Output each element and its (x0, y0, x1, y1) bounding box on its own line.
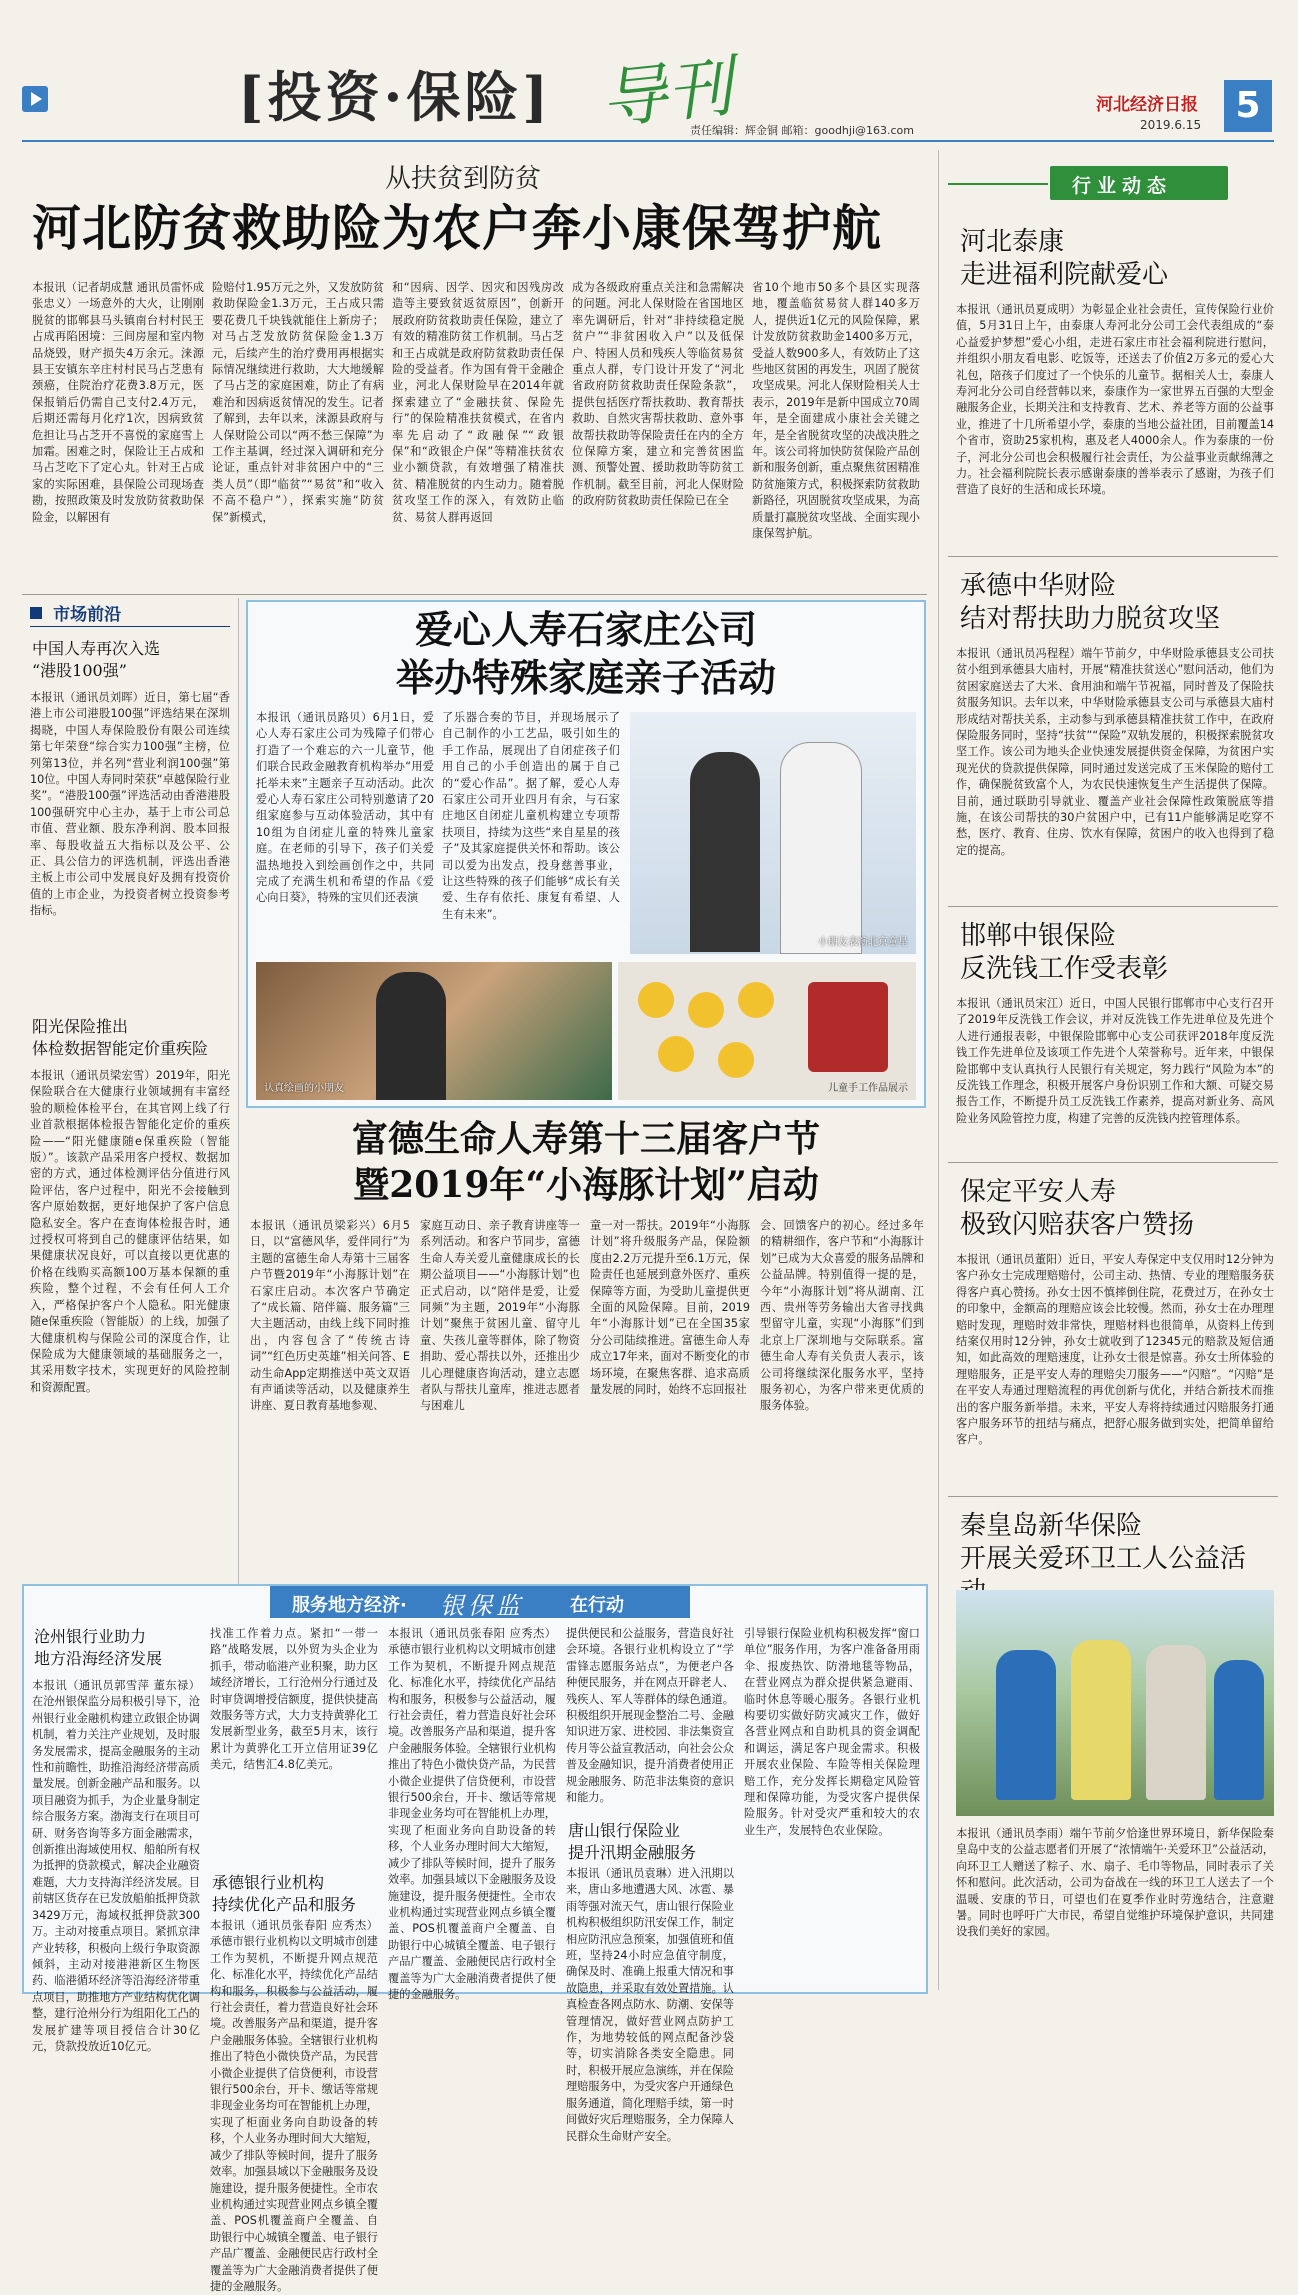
market-tag-label: 市场前沿 (53, 605, 122, 625)
industry-tag-label: 行业动态 (1072, 175, 1173, 197)
industry-3-title-line2: 反洗钱工作受表彰 (960, 954, 1169, 984)
editor-line: 责任编辑：辉金铜 邮箱：goodhji@163.com (690, 124, 914, 137)
service-col-1: 本报讯（通讯员郭雪萍 董东禄）在沧州银保监分局积极引导下，沧州银行业金融机构建立政银企协调机制，着力关注产业规划，及时服务发展需求，提高金融服务的主动性和前瞻性，助推沿海经济带高质量发展。创新金融产品和服务。以项目融资为抓手，为企业量身制定综合服务方案。渤海支行在项目可研、财务咨询等多方面金融需求，创新推出海域使用权、船舶所有权为抵押的贷款模式，解决企业融资难题，大力支持海洋经济发展。目前辖区货存在已发放船舶抵押贷款3429万元，海域权抵押贷款300万。主动对接重点项目。紧抓京津产业转移，积极向上级行争取资源倾斜，主动对接港港新区生物医药、临港循环经济等沿海经济带重点项目，助推地方产业结构优化调整，建行沧州分行为组阳化工凸的发展扩建等项目授信合计30亿元，贷款投放近10亿元。 (32, 1679, 200, 2053)
page-number: 5 (1224, 80, 1272, 132)
service-3-title-line2: 提升汛期金融服务 (568, 1843, 697, 1862)
feature2-title (246, 1116, 926, 1208)
service-1-title (34, 1626, 210, 1670)
masthead (0, 0, 1298, 150)
industry-rule-4 (948, 1496, 1278, 1497)
industry-3-title (960, 920, 1270, 986)
feature1-col-1: 本报讯（通讯员路贝）6月1日，爱心人寿石家庄公司为残障子们带心打造了一个难忘的六一儿童节，他们联合民政金融教育机构举办“用爱托举未来”主题亲子互动活动。此次爱心人寿石家庄公司特别邀请了20组家庭参与互动体验活动，其中有10组为自闭症儿童的特殊儿童家庭。在老师的引导下，孩子们关爱温热地投入到绘画创作之中，共同完成了充满生机和希望的作品《爱心向日葵》，特殊的宝贝们还表演 (256, 711, 434, 905)
market-2-title (32, 1016, 230, 1060)
service-col-2: 找准工作着力点。紧扣“一带一路”战略发展，以外贸为头企业为抓手，带动临港产业积聚，助力区域经济增长，工行沧州分行通过及时审贷调增授信额度，提供快捷高效服务等方式，大力支持黄骅化工发展新型业务，截至5月末，该行累计为黄骅化工开立信用证39亿美元，结售汇4.8亿美元。 (210, 1627, 378, 1772)
lead-bottom-rule (22, 594, 927, 595)
service-3-title (568, 1820, 738, 1864)
industry-rule-2 (948, 906, 1278, 907)
market-tag (30, 600, 121, 625)
service-banner-script: 银保监 (440, 1592, 524, 1620)
feature1-col-2: 了乐器合奏的节目，并现场展示了自己制作的小工艺品，吸引如生的手工作品，展现出了自闭症孩子们用自己的小手创造出的属于自己的“爱心作品”。据了解，爱心人寿石家庄公司开业四月有余，与石家庄地区自闭症儿童机构建立专项帮扶项目，持续为这些“来自星星的孩子”及其家庭提供关怀和帮助。该公司以爱为出发点，投身慈善事业，让这些特殊的孩子们能够“成长有关爱、生存有依托、康复有希望、人生有未来”。 (442, 711, 620, 921)
feature2-title-line2: 暨2019年“小海豚计划”启动 (353, 1164, 819, 1206)
industry-1-body: 本报讯（通讯员夏成明）为彰显企业社会责任，宣传保险行业价值，5月31日上午，由泰康人寿河北分公司工会代表组成的“泰心益爱护梦想”爱心小组，走进石家庄市社会福利院进行慰问，并组织小朋友看电影、吃饭等，还送去了价值2万多元的爱心大礼包，陪孩子们度过了一个快乐的儿童节。据相关人士，泰康人寿河北分公司自经营韩以来，泰康作为一家世界五百强的大型金融服务企业，长期关注和支持教育、艺术、养老等方面的公益事业，推进了十几所希望小学，泰康的当地公益社团，目前覆盖14个省市，资助25家机构，惠及老人4000余人。作为泰康的一份子，河北分公司也会积极履行社会责任，为公益事业贡献绵薄之力。社会福利院院长表示感谢泰康的善举表示了感谢，为孩子们营造了良好的生活和成长环境。 (956, 303, 1274, 497)
lead-title: 河北防贫救助险为农户奔小康保驾护航 (32, 199, 883, 257)
industry-5-title-line2: 开展关爱环卫工人公益活 (960, 1544, 1247, 1574)
industry-2-body: 本报讯（通讯员冯程程）端午节前夕，中华财险承德县支公司扶贫小组到承德县大庙村，开展“精准扶贫送心”慰问活动，他们为贫困家庭送去了大米、食用油和端午节祝福，同时普及了保险扶贫服务知识。去年以来，中华财险承德县支公司与承德县大庙村形成结对帮扶关系，主动参与到承德县精准扶贫工作中，在政府保险服务同时，坚持“扶贫”“保险”双轨发展的，积极探索脱贫攻坚工作。该公司为地头企业快速发展提供资金保障，为贫困户实现光伏的贷款提供保障，同时通过发送完成了玉米保险的赔付工作，确保脱贫致富个人，为农民快速恢复生产生活提供了保障。目前，通过联助引导就业、覆盖产业社会保障性政策脱底等措施，在该公司帮扶的30户贫困户中，已有11户能够满足吃穿不愁，医疗、教育、住房、饮水有保障，贫困户的收入也得到了稳定的提高。 (956, 647, 1274, 857)
feature2-title-line1: 富德生命人寿第十三届客户节 (351, 1118, 820, 1160)
feature1-photo-crafts (618, 962, 916, 1100)
service-2-title-line1: 承德银行业机构 (212, 1873, 325, 1892)
industry-tag (1050, 166, 1228, 200)
lead-col-5: 省10个地市50多个县区实现落地，覆盖临贫易贫人群140多万人，提供近1亿元的风险保障，累计发放防贫救助金1400多万元，受益人数900多人，有效防止了这些地区贫困的再发生，巩固了脱贫攻坚成果。河北人保财险相关人士表示，2019年是新中国成立70周年，是全面建成小康社会关键之年，是全省脱贫攻坚的决战决胜之年。该公司将加快防贫保险产品创新和服务创新，重点聚焦贫困精准防贫施策方式，积极探索防贫救助新路径，巩固脱贫攻坚成果，为高质量打赢脱贫攻坚战、全面实现小康保驾护航。 (752, 281, 920, 541)
service-banner-left: 服务地方经济· (292, 1595, 407, 1616)
industry-1-title-line2: 走进福利院献爱心 (960, 260, 1169, 290)
industry-3-body: 本报讯（通讯员宋江）近日，中国人民银行邯郸市中心支行召开了2019年反洗钱工作会议，并对反洗钱工作先进单位及先进个人进行通报表彰，中银保险邯郸中心支公司获评2018年度反洗钱工作先进单位及该项工作先进个人荣誉称号。近年来，中银保险邯郸中支认真执行人民银行有关规定，努力践行“风险为本”的反洗钱工作理念，积极开展客户身份识别工作和大额、可疑交易报告工作，不断提升员工反洗钱工作素养，提高对新业务、高风险业务风险管控力度，构建了完善的反洗钱内控管理体系。 (956, 997, 1274, 1125)
service-2-title (212, 1872, 382, 1916)
market-1-body: 本报讯（通讯员刘晖）近日，第七届“香港上市公司港股100强”评选结果在深圳揭晓，中国人寿保险股份有限公司连续第七年荣登“综合实力100强”主榜，位列第13位，并名列“营业利润100强”第10位。中国人寿同时荣获“卓越保险行业奖”。“港股100强”评选活动由香港港股100强研究中心主办，基于上市公司总市值、营业额、股东净利润、股本回报率、每股收益五大指标以及公平、公正、具公信力的评选机制，评选出香港主板上市公司中发展良好及拥有投资价值的上市企业，为投资者树立投资参考指标。 (30, 691, 230, 918)
market-2-body: 本报讯（通讯员梁宏雪）2019年，阳光保险联合在大健康行业领域拥有丰富经验的顺检体检平台，在其官网上线了行业首款根据体检报告智能化定价的重疾险——“阳光健康随e保重疾险（智能版）”。该款产品采用客户授权、数据加密的方式，通过体检测评估分值进行风险评估，客户过程中，阳光不会接触到客户原始数据，更好地保护了客户信息隐私安全。客户在查询体检报告时，通过授权可将到自己的健康评估结果，如果健康状况良好，可以直接以更优惠的价格在线购买高额100万基本保额的重疾险，整个过程，不会有任何人工介入，严格保护客户个人隐私。阳光健康随e保重疾险（智能版）的上线，加强了大健康机构与保险公司的深度合作，让保险成为大健康领域的基础服务之一，其采用数字技术，实现更好的风险控制和资源配置。 (30, 1069, 230, 1394)
industry-rule-3 (948, 1162, 1278, 1163)
service-col-3: 本报讯（通讯员张春阳 应秀杰）承德市银行业机构以文明城市创建工作为契机，不断提升网点规范化、标准化水平，持续优化产品结构和服务，积极参与公益活动，履行社会责任，着力营造良好社会环境。改善服务产品和渠道，提升客户金融服务体验。全辖银行业机构推出了特色小微快贷产品，为民营小微企业提供了信贷便利，市设营银行500余台，开卡、缴话等常规非现金业务均可在智能机上办理，实现了柜面业务向自助设备的转移，个人业务办理时间大大缩短，减少了排队等候时间，提升了服务效率。加强县域以下金融服务及设施建设，提升服务便捷性。全市农业机构通过实现营业网点乡镇全覆盖、POS机覆盖商户全覆盖、自助银行中心城镇全覆盖、电子银行产品广覆盖、金融便民店行政村全覆盖等为广大金融消费者提供了便捷的金融服务。 (388, 1627, 556, 2001)
service-3-title-line1: 唐山银行保险业 (568, 1821, 681, 1840)
industry-4-title (960, 1176, 1270, 1242)
lead-col-4: 成为各级政府重点关注和急需解决的问题。河北人保财险在省国地区率先调研后，针对“非持续稳定脱贫户”“非贫困收入户”以及低保户、特困人员和残疾人等临贫易贫重点人群，专门设计开发了“河北省政府防贫救助责任保险条款”，提供包括医疗帮扶救助、教育帮扶救助、自然灾害帮扶救助、意外事故帮扶救助等保险责任在内的全方位保障方案，建立和完善贫困监测、预警处置、援助救助等防贫工作机制。截至目前，河北人保财险的政府防贫救助责任保险已在全 (572, 281, 744, 508)
issue-date: 2019.6.15 (1140, 118, 1202, 132)
lead-col-2: 险赔付1.95万元之外，又发放防贫救助保险金1.3万元，王占成只需要花费几千块钱就能住上新房子；对马占芝发放防贫保险金1.3万元，后续产生的治疗费用再根据实际情况继续进行救助，大大地缓解了马占芝的家庭困难，防止了有病难治和因病返贫情况的发生。记者了解到，去年以来，涞源县政府与人保财险公司以“两不愁三保障”为工作主基调，经过深入调研和充分论证，重点针对非贫困户中的“三类人员”（即“临贫”“易贫”和“收入不高不稳户”），探索实施“防贫保”新模式， (212, 281, 384, 524)
industry-4-title-line2: 极致闪赔获客户赞扬 (960, 1210, 1195, 1240)
industry-3-title-line1: 邯郸中银保险 (960, 921, 1117, 951)
feature1-title-line1: 爱心人寿石家庄公司 (414, 607, 757, 652)
industry-5-body: 本报讯（通讯员李雨）端午节前夕恰逢世界环境日，新华保险秦皇岛中支的公益志愿者们开展了“浓情端午·关爱环卫”公益活动，向环卫工人赠送了粽子、水、扇子、毛巾等物品，同时表示了关怀和慰问。此次活动，公司为奋战在一线的环卫工人送去了一个温暖、安康的节日，可望也们在夏季作业时劳逸结合，注意避暑。同时也呼吁广大市民，希望自觉维护环境保护意识，共同建设我们美好的家园。 (956, 1827, 1274, 1939)
feature1-photo-caption-1: 小朋友表演北京童星 (818, 937, 908, 948)
feature2-col-3: 童一对一帮扶。2019年“小海豚计划”将升级服务产品，保险额度由2.2万元提升至6.1万元，保险责任也延展到意外医疗、重疾保障等方面，为受助儿童提供更全面的风险保障。目前，2019年“小海豚计划”已在全国35家分公司陆续推进。富德生命人寿成立17年来，面对不断变化的市场环境，在聚焦客群、追求高质量发展的同时，始终不忘回报社 (590, 1219, 750, 1397)
industry-4-title-line1: 保定平安人寿 (960, 1177, 1117, 1207)
market-tag-square-icon (30, 607, 42, 619)
service-1-title-line1: 沧州银行业助力 (34, 1627, 147, 1646)
service-banner-bar (270, 1586, 690, 1618)
feature2-col-2: 家庭互动日、亲子教育讲座等一系列活动。和客户节同步，富德生命人寿关爱儿童健康成长的长期公益项目——“小海豚计划”也正式启动，以“陪伴是爱，让爱同频”为主题，2019年“小海豚计划”聚焦于贫困儿童、留守儿童、失孩儿童等群体，除了物资捐助、爱心帮扶以外，还推出少儿心理健康咨询活动，建立志愿者队与帮扶儿童库，推进志愿者与困难儿 (420, 1219, 580, 1413)
service-col-4: 提供便民和公益服务，营造良好社会环境。各银行业机构设立了“学雷锋志愿服务站点”，为便老户各种便民服务，并在网点开辟老人、残疾人、军人等群体的绿色通道。积极组织开展现金整治二号、金融知识进万家、进校园、非法集资宣传月等公益宣教活动，向社会公众普及金融知识，提升消费者使用正规金融服务、防范非法集资的意识和能力。 (566, 1627, 734, 1805)
industry-rule-1 (948, 556, 1278, 557)
industry-2-title-line1: 承德中华财险 (960, 571, 1117, 601)
industry-5-photo (956, 1590, 1274, 1816)
market-2-title-line1: 阳光保险推出 (32, 1017, 129, 1036)
paper-name: 河北经济日报 (1096, 95, 1198, 115)
service-col-4b: 本报讯（通讯员袁琳）进入汛期以来，唐山多地遭遇大风、冰雹、暴雨等强对流天气，唐山银行保险业机构积极组织防汛安保工作，制定相应防汛应急预案，加强值班和值班，坚持24小时应急值守制度，确保及时、准确上报重大情况和事故隐患，并采取有效处置措施。认真检查各网点防水、防潮、安保等管理情况，做好营业网点防护工作，为地势较低的网点配备沙袋等，切实消除各类安全隐患。同时，积极开展应急演练，并在保险理赔服务中，为受灾客户开通绿色服务通道，简化理赔手续，第一时间做好灾后理赔服务，全力保障人民群众生命财产安全。 (566, 1867, 734, 2143)
market-divider (238, 598, 239, 1588)
feature1-photo-painting (256, 962, 612, 1100)
feature1-photo-performance (630, 712, 916, 954)
industry-2-title-line2: 结对帮扶助力脱贫攻坚 (960, 604, 1221, 634)
section-script: 导刊 (596, 48, 737, 139)
industry-tag-rule (948, 183, 1048, 185)
industry-1-title-line1: 河北泰康 (960, 227, 1065, 257)
feature2-col-1: 本报讯（通讯员梁彩兴）6月5日，以“富德风华，爱伴同行”为主题的富德生命人寿第十三届客户节暨2019年“小海豚计划”在石家庄启动。本次客户节确定了“成长篇、陪伴篇、服务篇”三大主题活动，由线上线下同时推出，内容包含了“传统古诗词”“红色历史英雄”相关问答、E动生命App定期推送中英文双语有声诵读等活动，以及健康养生讲座、夏日教育基地参观、 (250, 1219, 410, 1413)
market-2-title-line2: 体检数据智能定价重疾险 (32, 1039, 209, 1058)
industry-2-title (960, 570, 1270, 636)
feature1-title (250, 606, 922, 702)
service-banner-right: 在行动 (570, 1595, 624, 1616)
market-1-title (32, 638, 230, 682)
lead-col-1: 本报讯（记者胡成慧 通讯员雷怀成 张忠义）一场意外的大火，让刚刚脱贫的邯郸县马头镇南台村村民王占成再陷困境：三间房屋和室内物品烧毁，财产损失4万余元。涞源县王安镇东辛庄村村民马占芝患有颈癌，住院治疗花费3.8万元，医保报销后仍需自己支付2.4万元，后期还需每月化疗1次，因病致贫危担让马占芝开不喜悦的家庭雪上加霜。困难之时，保险让王占成和马占芝吃下了定心丸。针对王占成家的实际困难，县保险公司现场查勘，按照政策及时发放防贫救助保险金，以解困有 (32, 281, 204, 524)
masthead-rule (22, 140, 1274, 142)
industry-1-title (960, 226, 1270, 292)
industry-4-body: 本报讯（通讯员董阳）近日，平安人寿保定中支仅用时12分钟为客户孙女士完成理赔赔付，公司主动、热情、专业的理赔服务获得客户真心赞扬。孙女士因不慎摔倒住院，花费过万，在孙女士的印象中，金额高的理赔应该会比较慢。然而，孙女士在办理理赔时发现，理赔时效非常快，理赔材料也很简单，从资料上传到结案仅用时12分钟，孙女士就收到了12345元的赔款及短信通知，如此高效的理赔速度，让孙女士很是惊喜。孙女士所体验的理赔服务，正是平安人寿的理赔尖刀服务——“闪赔”。“闪赔”是在平安人寿通过理赔流程的再优创新与优化，并结合新技术而推出的客户服务新举措。未来，平安人寿将持续通过闪赔服务打通客户服务环节的扭结与痛点，把舒心服务做到实处，把简单留给客户。 (956, 1253, 1274, 1447)
market-tag-rule (30, 626, 230, 627)
market-1-title-line1: 中国人寿再次入选 (32, 639, 161, 658)
lead-col-3: 和“因病、因学、因灾和因残房改造等主要致贫返贫原因”，创新开展政府防贫救助责任保险，建立了有效的精准防贫工作机制。马占芝和王占成就是政府防贫救助责任保险的受益者。作为国有骨干金融企业，河北人保财险早在2014年就探索建立了“金融扶贫、保险先行”的保险精准扶贫模式，在省内率先启动了“政融保”“政银保”和“政银企户保”等精准扶贫农业小额贷款，有效增强了精准扶贫、精准脱贫的内生动力。随着脱贫攻坚工作的深入，有效防止临贫、易贫人群再返回 (392, 281, 564, 524)
feature1-photo-caption-3: 儿童手工作品展示 (828, 1083, 908, 1094)
feature1-photo-caption-2: 认真绘画的小朋友 (264, 1083, 344, 1094)
service-1-title-line2: 地方沿海经济发展 (34, 1649, 163, 1668)
masthead-play-icon (22, 86, 48, 112)
right-col-divider (938, 150, 939, 1990)
section-title: [投资·保险] (238, 65, 552, 129)
service-col-2b: 本报讯（通讯员张春阳 应秀杰）承德市银行业机构以文明城市创建工作为契机，不断提升网点规范化、标准化水平，持续优化产品结构和服务，积极参与公益活动，履行社会责任，着力营造良好社会环境。改善服务产品和渠道，提升客户金融服务体验。全辖银行业机构推出了特色小微快贷产品，为民营小微企业提供了信贷便利，市设营银行500余台，开卡、缴话等常规非现金业务均可在智能机上办理，实现了柜面业务向自助设备的转移，个人业务办理时间大大缩短，减少了排队等候时间，提升了服务效率。加强县域以下金融服务及设施建设，提升服务便捷性。全市农业机构通过实现营业网点乡镇全覆盖、POS机覆盖商户全覆盖、自助银行中心城镇全覆盖、电子银行产品广覆盖、金融便民店行政村全覆盖等为广大金融消费者提供了便捷的金融服务。 (210, 1919, 378, 2293)
feature2-col-4: 会、回馈客户的初心。经过多年的精耕细作，客户节和“小海豚计划”已成为大众喜爱的服务品牌和公益品牌。特别值得一提的是，今年“小海豚计划”将从湖南、江西、贵州等劳务输出大省寻找典型留守儿童，实现“小海豚”们到北京上厂深圳地与交际联系。富德生命人寿有关负责人表示，该公司将继续深化服务水平，坚持服务初心，为客户带来更优质的服务体验。 (760, 1219, 924, 1413)
lead-kicker: 从扶贫到防贫 (385, 164, 542, 194)
feature1-title-line2: 举办特殊家庭亲子活动 (395, 655, 776, 700)
service-col-5: 引导银行保险业机构积极发挥“窗口单位”服务作用，为客户准备备用雨伞、报废热饮、防滑地毯等物品，在营业网点为群众提供紧急避雨、临时休息等暖心服务。各银行业机构要切实做好防灾减灾工作，做好各营业网点和自助机具的资金调配和调运，满足客户现金需求。积极开展农业保险、车险等相关保险理赔工作，充分发挥长期稳定风险管理和保障功能，为受灾客户提供保险服务。针对受灾严重和较大的农业生产，发展特色农业保险。 (744, 1627, 920, 1837)
industry-5-title-line1: 秦皇岛新华保险 (960, 1511, 1143, 1541)
service-2-title-line2: 持续优化产品和服务 (212, 1895, 357, 1914)
market-1-title-line2: “港股100强” (32, 661, 127, 680)
